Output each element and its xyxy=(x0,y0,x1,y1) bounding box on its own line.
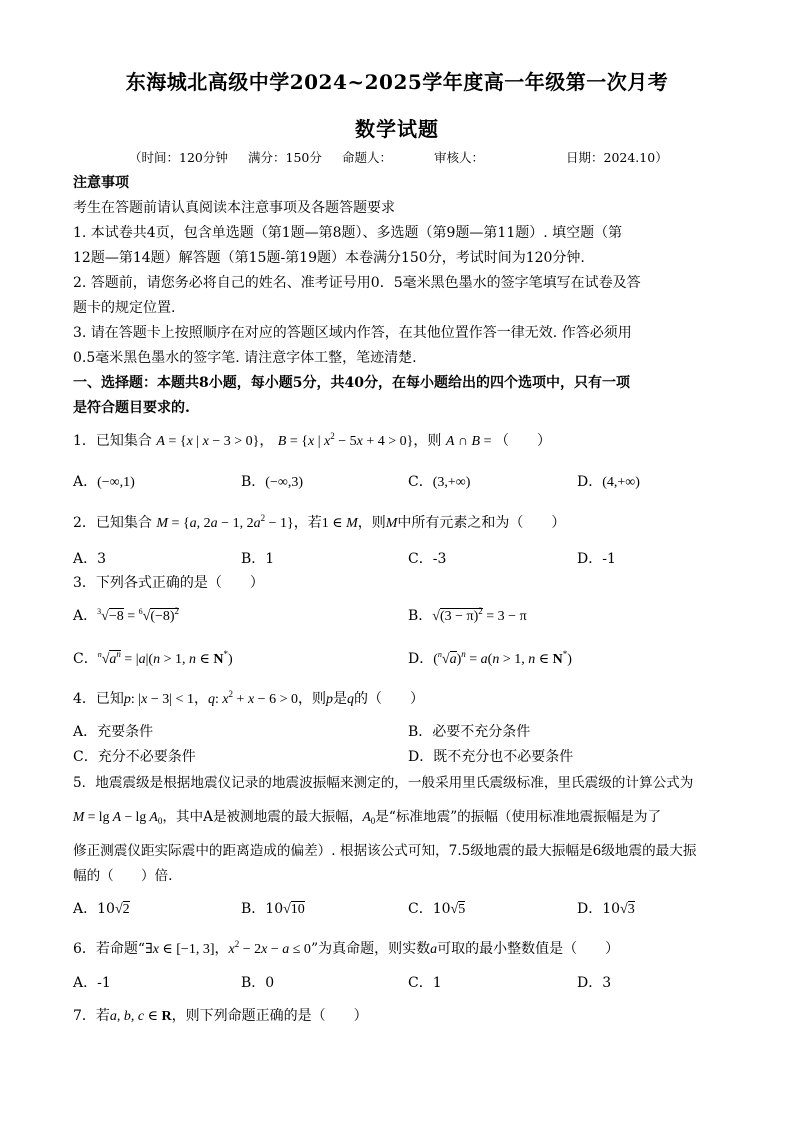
meta-date: 日期：2024.10） xyxy=(566,150,668,165)
q3-option-b: B．$√(3 - \pi)^2 = 3 - \pi$ xyxy=(408,606,527,624)
question-2: 2．已知集合 M = {a, 2a − 1, $2a^2 - 1$}，若1 ∈ M，则M中所有元素之和为（ ） xyxy=(73,513,566,531)
q2-option-b: B．1 xyxy=(241,551,275,567)
q1-option-c: C．(3,+∞) xyxy=(408,474,471,490)
q2-option-a: A．3 xyxy=(73,551,107,567)
meta-score: 满分：150分 xyxy=(248,150,322,165)
notice-line: 2. 答题前，请您务必将自己的姓名、准考证号用0．5毫米黑色墨水的签字笔填写在试卷及答 xyxy=(73,275,641,291)
section-heading: 是符合题目要求的. xyxy=(73,400,190,416)
q2-option-d: D．-1 xyxy=(577,551,616,567)
q6-option-d: D．3 xyxy=(577,975,612,991)
q4-option-b: B．必要不充分条件 xyxy=(408,724,531,740)
q1-option-a: A．(−∞,1) xyxy=(73,474,135,490)
q3-option-a: A．$^3√-8 = ^6√(-8)^2$ xyxy=(73,606,180,624)
question-6: 6．若命题“∃x ∈ [−1, 3]，$x^2 - 2x - a \le 0$”为真命题，则实数a可取的最小整数值是（ ） xyxy=(73,939,620,957)
question-7: 7．若a, b, c ∈ R，则下列命题正确的是（ ） xyxy=(73,1008,368,1024)
question-1: 1．已知集合 A = {x | x − 3 > 0}， B = {x | $x^2 - 5x + 4 > 0$}，则 A ∩ B = （ ） xyxy=(73,431,551,449)
q5-option-c: C．10√5 xyxy=(408,901,466,917)
notice-intro: 考生在答题前请认真阅读本注意事项及各题答题要求 xyxy=(73,200,395,216)
question-5-line: 幅的（ ）倍. xyxy=(73,868,173,884)
q3-option-d: D．$(^n√a)^n = a(n > 1$, n ∈ N*) xyxy=(408,649,572,667)
q3-option-c: C．$^n√a^n = |a|(n > 1$, n ∈ N*) xyxy=(73,649,233,667)
exam-subtitle: 数学试题 xyxy=(355,117,439,141)
section-heading: 一、选择题：本题共8小题，每小题5分，共40分，在每小题给出的四个选项中，只有一项 xyxy=(73,375,630,391)
question-5-line: 修正测震仪距实际震中的距离造成的偏差）. 根据该公式可知，7.5级地震的最大振幅是6级地震的最大振 xyxy=(73,843,697,859)
question-3: 3．下列各式正确的是（ ） xyxy=(73,575,264,591)
q5-option-a: A．10√2 xyxy=(73,901,130,917)
exam-title: 东海城北高级中学2024~2025学年度高一年级第一次月考 xyxy=(125,70,669,94)
q4-option-c: C．充分不必要条件 xyxy=(73,749,196,765)
q1-option-d: D．(4,+∞) xyxy=(577,474,640,490)
meta-reviewer: 审核人： xyxy=(434,150,485,165)
q4-option-d: D．既不充分也不必要条件 xyxy=(408,749,574,765)
question-5-line: $M = \lg A - \lg A_0$，其中A是被测地震的最大振幅，$A_0$是“标准地震”的振幅（使用标准地震振幅是为了 xyxy=(73,809,662,826)
notice-line: 0.5毫米黑色墨水的签字笔. 请注意字体工整，笔迹清楚. xyxy=(73,350,417,366)
notice-line: 3. 请在答题卡上按照顺序在对应的答题区域内作答，在其他位置作答一律无效. 作答必须用 xyxy=(73,325,632,341)
notice-line: 1. 本试卷共4页，包含单选题（第1题—第8题）、多选题（第9题—第11题）. 填空题（第 xyxy=(73,225,623,241)
q5-option-d: D．10√3 xyxy=(577,901,635,917)
q1-option-b: B．(−∞,3) xyxy=(241,474,303,490)
notice-line: 题卡的规定位置. xyxy=(73,300,176,316)
meta-time: （时间：120分钟 xyxy=(129,150,228,165)
notice-heading: 注意事项 xyxy=(73,175,129,191)
question-4: 4．已知p: |x − 3| < 1，q: $x^2 + x - 6 > 0$，则p是q的（ ） xyxy=(73,689,424,707)
q2-option-c: C．-3 xyxy=(408,551,447,567)
q6-option-c: C．1 xyxy=(408,975,442,991)
question-5: 5．地震震级是根据地震仪记录的地震波振幅来测定的，一般采用里氏震级标准，里氏震级的计算公式为 xyxy=(73,775,694,791)
notice-line: 12题—第14题）解答题（第15题-第19题）本卷满分150分，考试时间为120分钟. xyxy=(73,250,585,266)
meta-author: 命题人： xyxy=(342,150,393,165)
q6-option-a: A．-1 xyxy=(73,975,111,991)
q5-option-b: B．10√10 xyxy=(241,901,305,917)
q6-option-b: B．0 xyxy=(241,975,275,991)
q4-option-a: A．充要条件 xyxy=(73,724,154,740)
